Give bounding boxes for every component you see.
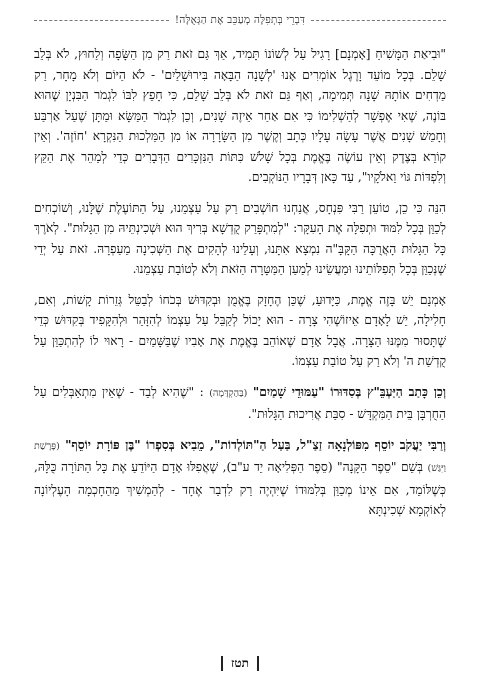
paragraph-3-text: אָמְנָם יֵשׁ בָּזֶה אֱמֶת, כַּיָּדוּעַ, שֶׁכֵּן הֶחָזָק בֶּאֱמֻן וּבְקִדּוּשׁ בְּכֹחוֹ לְבַטֵּל גְּזֵרוֹת קָשׁוֹת, וְאִם, חָלִילָה, יֵשׁ לָאָדָם אֵיזוֹשֶׁהִי צָרָה - הוּא יָכוֹל לְקַבֵּל עַל עַצְמוֹ לְהִזָּהֵר וּלְהִקָּפִיד בְּקִדּוּשׁ כְּדֵי שֶׁתָּסוּר מִמֶּנּוּ הַצָּרָה. אֲבָל אָדָם שֶׁאוֹהֵב בֶּאֱמֶת אֶת אָבִיו שֶׁבַּשָּׁמַיִם - רָאוּי לוֹ לְהִתְכַּוֵּן עַל קֻדְשַׁת ה' וְלֹא רַק עַל טוֹבַת עַצְמוֹ. xyxy=(34,292,446,368)
page-footer xyxy=(0,656,480,671)
paragraph-5-text: בְּשֵׁם "סֵפֶר הַקָּנָה" (סֵפֶר הַפְּלִיאָה יֵד ע"ב), שֶׁאֲפִלּוּ אָדָם הַיּוֹדֵעַ אֶת כָּל הַתּוֹרָה כֻּלָּהּ, כְּשֶׁלּוֹמֵד, אִם אֵינוֹ מְכַוֵּן בְּלִמּוּדוֹ שֶׁיִּהְיֶה רַק לִדְבַר אֶחָד - לְהַמְשִׁיךְ מֵהַחָכְמָה הָעֶלְיוֹנָה לְאוֹקְמָא שְׁכִינְתָּא xyxy=(34,460,446,517)
paragraph-5-lead: וְרַבִּי יַעֲקֹב יוֹסֵף מִפּוֹלְנָאָה זַצַ"ל, בַּעַל הַ"תּוֹלְדוֹת", מֵבִיא בְּסִפְרוֹ "בֶּן פּוֹרָת יוֹסֵף" xyxy=(65,437,447,452)
paragraph-1-text: "וּבִיאַת הַמָּשִׁיחַ [אָמְנָם] רָגִיל עַל לְשׁוֹנוֹ תָּמִיד, אַךְ גַּם זֹאת רַק מִן הַשָּׂפָה וְלַחוּץ, לֹא בְּלֵב שָׁלֵם. בְּכָל מוֹעֵד וָרֶגֶל אוֹמְרִים אָנוּ 'לְשָׁנָה הַבָּאָה בִּירוּשָׁלַיִם' - לֹא הַיּוֹם וְלֹא מָחָר, רַק מַדְחִים אוֹתָהּ שָׁנָה תְּמִימָה, וְאַף גַּם זֹאת לֹא בְּלֵב שָׁלֵם, כִּי חָפֵץ לִבּוֹ לִגְמֹר הַבִּנְיָן שֶׁהוּא בּוֹנֶה, שֶׁאִי אֶפְשָׁר לְהַשְׁלִימוֹ כִּי אִם אַחַר אֵיזֶה שָׁנִים, וְכֵן לִגְמֹר הַמַּשָּׂא וּמַתָּן שֶׁעַל אַרְבַּע וְחָמֵשׁ שָׁנִים אֲשֶׁר עָשָׂה עָלָיו כְּתָב וְקֶשֶׁר מִן הַשָּׂרָרָה אוֹ מִן הַמַּלְכוּת הַנִּקְרָא 'חוֹזֶה'. וְאֵין קוֹרֵא בְּצֶדֶק וְאֵין עוֹשֶׂה בֶּאֱמֶת בְּכָל שָׁלֹשׁ כִּתּוֹת הַנִּזְכָּרִים הַדְּבָרִים כְּדֵי לְמַהֵר אֶת הַקֵּץ וְלִפְדּוֹת גּוֹי וֵאלֹקָיו", עַד כָּאן דְּבָרָיו הַנּוֹקְבִים. xyxy=(34,47,446,184)
paragraph-5-note: (פָּרָשַׁת וַיִּגַּשׁ) xyxy=(34,440,446,474)
page-number: תטז xyxy=(221,656,259,671)
paragraph-4 xyxy=(34,382,446,425)
header-rule-left xyxy=(34,20,169,21)
paragraph-2-text: הִנֵּה כִּי כֵן, טוֹעֵן רַבִּי פִּנְחָס, אֲנַחְנוּ חוֹשְׁבִים רַק עַל עַצְמֵנוּ, עַל הַתּוֹעֶלֶת שֶׁלָּנוּ, וְשׁוֹכְחִים לְכַוֵּן בְּכָל לִמּוּד וּתְפִלָּה אֶת הָעִקָּר: "לְמִתְפָּרַק קֻדְשָׁא בְּרִיךְ הוּא וּשְׁכִינְתֵּיהּ מִן הַגָּלוּת". לְאֹרֶךְ כָּל הַגָּלוּת הָאֲרֻכָּה הַקָּבָּ"ה נִמְצָא אִתָּנוּ, וְעָלֵינוּ לְהָקִים אֶת הַשְּׁכִינָה מֵעַפְרָהּ. זֹאת עַל יְדֵי שֶׁנְּכַוֵּן בְּכָל תְּפִלּוֹתֵינוּ וּמַעֲשֵׂינוּ לְמַעַן הַמַּטָּרָה הַזֹּאת וְלֹא לְטוֹבַת עַצְמֵנוּ. xyxy=(34,200,446,276)
paragraph-4-note: (בַּהַקְדָּמָה) xyxy=(209,387,248,399)
paragraph-5 xyxy=(34,435,446,521)
paragraph-1 xyxy=(34,44,446,188)
paragraph-4-text: : "שֶׁהִיא לְבַד - שֶׁאֵין מִתְאַבְּלִים עַל הַחֻרְבָּן בֵּית הַמִּקְדָּשׁ - סִבַּת אֲרִיכוּת הַגָּלוּת". xyxy=(34,384,446,421)
paragraph-4-lead: וְכֵן כָּתַב הַיַּעְבֵּ"ץ בְּסִדּוּרוֹ "עַמּוּדֵי שָׁמַיִם" xyxy=(252,384,446,399)
header-rule-right xyxy=(311,20,446,21)
paragraph-2 xyxy=(34,198,446,280)
paragraph-3 xyxy=(34,290,446,372)
running-header xyxy=(34,14,446,26)
header-title: דִּבְרֵי בְּתְפִלָּה מְעַכֵּב אֶת הַגְּאֻלָּה! xyxy=(174,14,306,26)
